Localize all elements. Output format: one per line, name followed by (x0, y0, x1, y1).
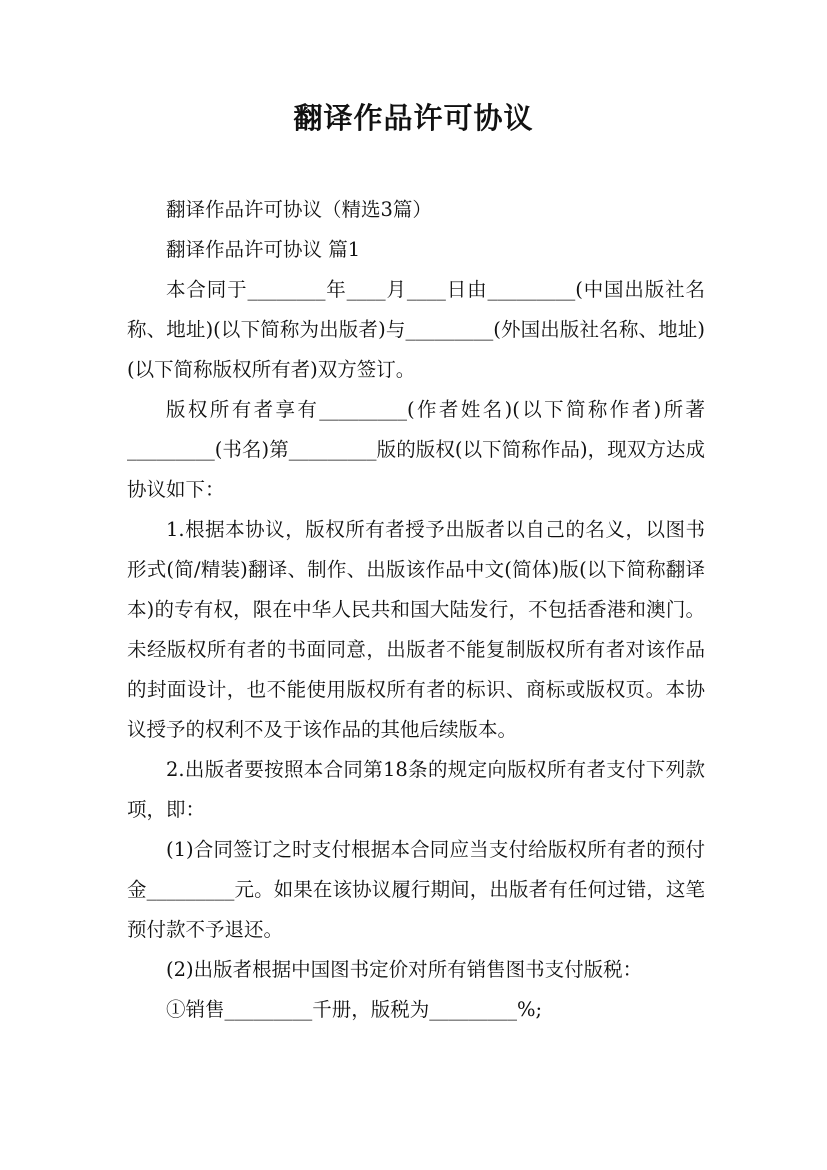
document-title: 翻译作品许可协议 (293, 101, 534, 135)
paragraph-clause-2: 2.出版者要按照本合同第18条的规定向版权所有者支付下列款项，即： (127, 758, 705, 821)
paragraph-clause-1: 1.根据本协议，版权所有者授予出版者以自己的名义，以图书形式(简/精装)翻译、制作、出版该作品中文(简体)版(以下简称翻译本)的专有权，限在中华人民共和国大陆发行，不包括香港和澳门。未经版权所有者的书面同意，出版者不能复制版权所有者对该作品的封面设计，也不能使用版权所有者的标识、商标或版权页。本协议授予的权利不及于该作品的其他后续版本。 (127, 518, 705, 741)
paragraph-section-heading: 翻译作品许可协议 篇1 (166, 238, 361, 261)
document-body (127, 190, 705, 1030)
paragraph-clause-2-2: (2)出版者根据中国图书定价对所有销售图书支付版税： (166, 958, 643, 981)
paragraph-subtitle: 翻译作品许可协议（精选3篇） (166, 198, 432, 221)
paragraph-copyright: 版权所有者享有_________(作者姓名)(以下简称作者)所著_________(书名)第_________版的版权(以下简称作品)，现双方达成协议如下： (127, 398, 705, 501)
paragraph-royalty-1: ①销售_________千册，版税为_________%; (166, 998, 543, 1021)
paragraph-clause-2-1: (1)合同签订之时支付根据本合同应当支付给版权所有者的预付金_________元。如果在该协议履行期间，出版者有任何过错，这笔预付款不予退还。 (127, 838, 705, 941)
paragraph-parties: 本合同于________年____月____日由_________(中国出版社名称、地址)(以下简称为出版者)与_________(外国出版社名称、地址)(以下简称版权所有者)双方签订。 (127, 278, 705, 381)
